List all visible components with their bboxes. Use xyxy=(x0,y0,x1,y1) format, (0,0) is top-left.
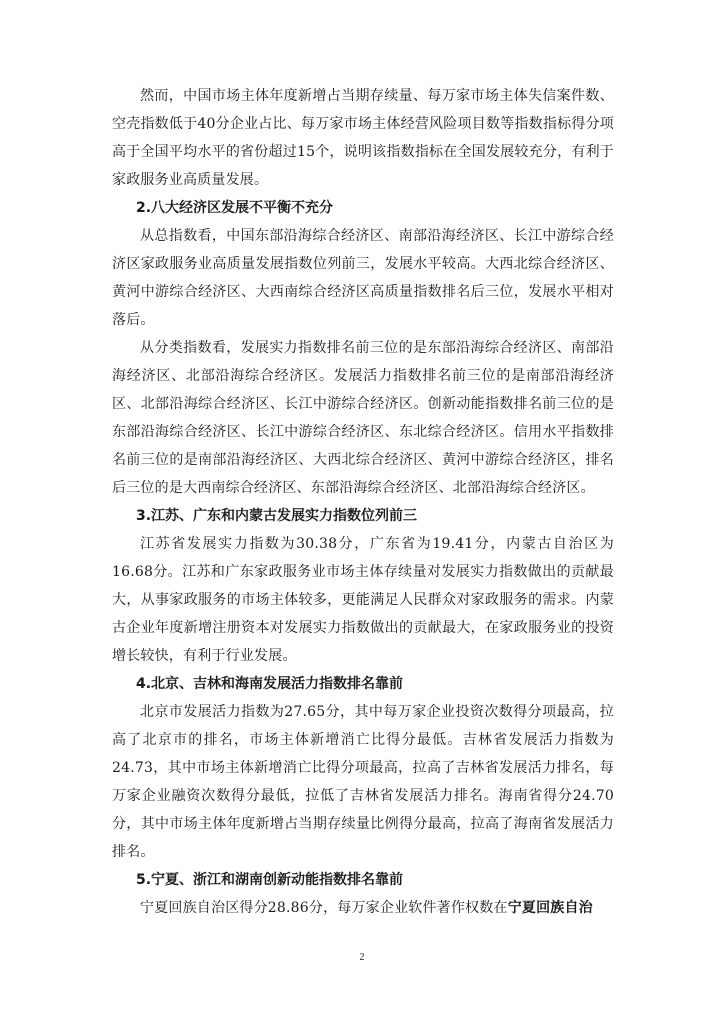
section-heading-4: 4.北京、吉林和海南发展活力指数排名靠前 xyxy=(136,676,404,692)
paragraph-6 xyxy=(112,894,614,922)
paragraph-1: 然而，中国市场主体年度新增占当期存续量、每万家市场主体失信案件数、空壳指数低于40分企业占比、每万家市场主体经营风险项目数等指数指标得分项高于全国平均水平的省份超过15个，说明该指数指标在全国发展较充分，有利于家政服务业高质量发展。 xyxy=(112,88,614,188)
paragraph-4: 江苏省发展实力指数为30.38分，广东省为19.41分，内蒙古自治区为16.68分。江苏和广东家政服务业市场主体存续量对发展实力指数做出的贡献最大，从事家政服务的市场主体较多，更能满足人民群众对家政服务的需求。内蒙古企业年度新增注册资本对发展实力指数做出的贡献最大，在家政服务业的投资增长较快，有利于行业发展。 xyxy=(112,536,614,664)
document-page xyxy=(112,82,614,922)
page-number: 2 xyxy=(359,952,365,963)
paragraph-5: 北京市发展活力指数为27.65分，其中每万家企业投资次数得分项最高，拉高了北京市的排名，市场主体新增消亡比得分最低。吉林省发展活力指数为24.73，其中市场主体新增消亡比得分项最高，拉高了吉林省发展活力排名，每万家企业融资次数得分最低，拉低了吉林省发展活力排名。海南省得分24.70分，其中市场主体年度新增占当期存续量比例得分最高，拉高了海南省发展活力排名。 xyxy=(112,704,614,860)
paragraph-6-bold-text: 宁夏回族自治 xyxy=(507,900,593,916)
section-heading-2: 2.八大经济区发展不平衡不充分 xyxy=(136,200,334,216)
paragraph-2: 从总指数看，中国东部沿海综合经济区、南部沿海经济区、长江中游综合经济区家政服务业高质量发展指数位列前三，发展水平较高。大西北综合经济区、黄河中游综合经济区、大西南综合经济区高质量指数排名后三位，发展水平相对落后。 xyxy=(112,228,614,328)
section-heading-3: 3.江苏、广东和内蒙古发展实力指数位列前三 xyxy=(136,508,418,524)
paragraph-6-text: 宁夏回族自治区得分28.86分，每万家企业软件著作权数在 xyxy=(140,900,508,916)
paragraph-3: 从分类指数看，发展实力指数排名前三位的是东部沿海综合经济区、南部沿海经济区、北部沿海综合经济区。发展活力指数排名前三位的是南部沿海经济区、北部沿海综合经济区、长江中游综合经济区。创新动能指数排名前三位的是东部沿海综合经济区、长江中游综合经济区、东北综合经济区。信用水平指数排名前三位的是南部沿海经济区、大西北综合经济区、黄河中游综合经济区，排名后三位的是大西南综合经济区、东部沿海综合经济区、北部沿海综合经济区。 xyxy=(112,340,614,496)
section-heading-5: 5.宁夏、浙江和湖南创新动能指数排名靠前 xyxy=(136,872,404,888)
